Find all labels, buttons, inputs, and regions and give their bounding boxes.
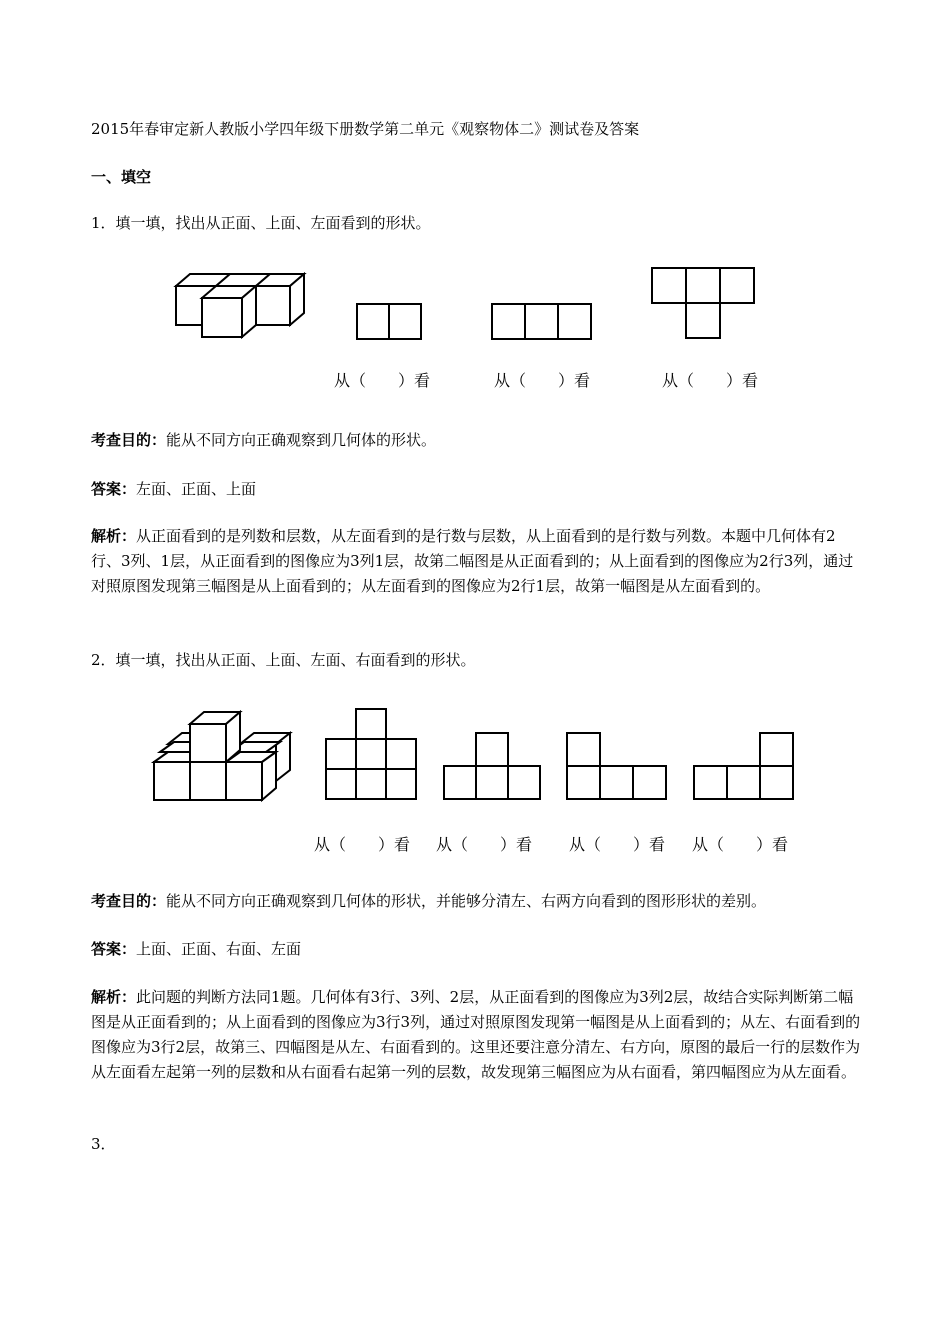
- q2-analysis-text: 此问题的判断方法同1题。几何体有3行、3列、2层，从正面看到的图像应为3列2层，故结合实际判断第二幅图是从正面看到的；从上面看到的图像应为3行3列，通过对照原图发现第一幅图是从上面看到的；从左、右面看到的图像应为3行2层，故第三、四幅图是从左、右面看到的。这里还要注意分清左、右方向，原图的最后一行的层数作为从左面看左起第一列的层数和从右面看右起第一列的层数，故发现第三幅图应为从右面看，第四幅图应为从左面看。: [91, 988, 861, 1081]
- q1-purpose: [91, 428, 861, 453]
- q2-answer-text: 上面、正面、右面、左面: [136, 940, 302, 958]
- q2-view-figure-1: [324, 707, 420, 803]
- q1-answer-text: 左面、正面、上面: [136, 480, 257, 498]
- q1-blank-3: 从（ ）看: [662, 371, 759, 390]
- q2-purpose: [91, 889, 861, 914]
- q1-answer-label: 答案：: [91, 480, 137, 498]
- q1-view-figure-3: [650, 266, 760, 342]
- q2-stem: 2．填一填，找出从正面、上面、左面、右面看到的形状。: [91, 651, 476, 669]
- q1-view-figure-1: [355, 302, 425, 342]
- q1-analysis: [91, 524, 861, 599]
- q2-blank-3: 从（ ）看: [569, 835, 666, 854]
- q1-purpose-label: 考查目的：: [91, 431, 167, 449]
- q2-answer-label: 答案：: [91, 940, 137, 958]
- q1-analysis-label: 解析：: [91, 527, 137, 545]
- q2-blank-2: 从（ ）看: [436, 835, 533, 854]
- q1-blank-2: 从（ ）看: [494, 371, 591, 390]
- q2-view-figure-4: [692, 731, 798, 803]
- q1-analysis-text: 从正面看到的是列数和层数，从左面看到的是行数与层数，从上面看到的是行数与列数。本题中几何体有2行、3列、1层，从正面看到的图像应为3列1层，故第二幅图是从正面看到的；从上面看到的图像应为2行3列，通过对照原图发现第三幅图是从上面看到的；从左面看到的图像应为2行1层，故第一幅图是从左面看到的。: [91, 527, 854, 595]
- q2-solid-figure: [150, 706, 296, 804]
- q1-answer: [91, 477, 861, 502]
- q1-purpose-text: 能从不同方向正确观察到几何体的形状。: [166, 431, 437, 449]
- section-heading: 一、填空: [91, 168, 152, 186]
- q2-blank-1: 从（ ）看: [314, 835, 411, 854]
- q2-view-figure-2: [442, 731, 544, 803]
- q1-view-figure-2: [490, 302, 595, 342]
- q3-stem: 3．: [91, 1135, 116, 1153]
- q2-view-figure-3: [565, 731, 671, 803]
- q2-purpose-label: 考查目的：: [91, 892, 167, 910]
- q1-blank-1: 从（ ）看: [334, 371, 431, 390]
- q1-stem: 1．填一填，找出从正面、上面、左面看到的形状。: [91, 214, 431, 232]
- doc-title: 2015年春审定新人教版小学四年级下册数学第二单元《观察物体二》测试卷及答案: [91, 120, 640, 138]
- q2-blank-4: 从（ ）看: [692, 835, 789, 854]
- q1-solid-figure: [170, 266, 310, 344]
- q2-analysis: [91, 985, 861, 1085]
- q2-purpose-text: 能从不同方向正确观察到几何体的形状，并能够分清左、右两方向看到的图形形状的差别。: [166, 892, 767, 910]
- q2-answer: [91, 937, 861, 962]
- q2-analysis-label: 解析：: [91, 988, 137, 1006]
